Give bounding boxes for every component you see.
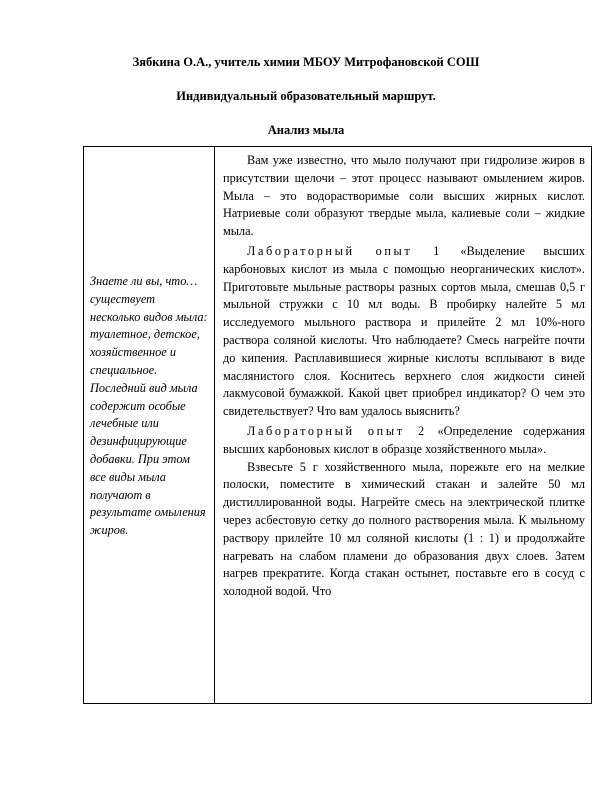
experiment-1-text: «Выделение высших карбоновых кислот из мыла с помощью неорганических кислот». Приготовьте мыльные растворы разных сортов мыла, смешав 0,5 г мыльной стружки с 10 мл воды. В пробирку налейте 5 мл исследуемого мыльного раствора и прилейте 2 мл 10%-ного раствора соляной кислоты. Что наблюдаете? Смесь нагрейте почти до кипения. Расплавившиеся жирные кислоты всплывают в виде маслянистого слоя. Коснитесь верхнего слоя жидкости синей лакмусовой бумажкой. Какой цвет приобрел индикатор? О чем это свидетельствует? Что вам удалось выяснить? [223,243,585,419]
experiment-1-label: Лабораторный опыт 1 [247,243,443,258]
experiment-2-text: «Определение содержания высших карбоновых кислот в образце хозяйственного мыла». [223,423,585,456]
experiment-2-body: Взвесьте 5 г хозяйственного мыла, порежьте его на мелкие полоски, поместите в химический стакан и залейте 50 мл дистиллированной воды. Нагрейте смесь на электрической плитке через асбестовую сетку до полного растворения мыла. К мыльному раствору прилейте 10 мл соляной кислоты (1 : 1) и продолжайте нагревать на слабом пламени до образования двух слоев. Затем нагрев прекратите. Когда стакан остынет, поставьте его в сосуд с холодной водой. Что [223,459,585,599]
content-row [84,147,592,704]
sidebar-cell [84,147,215,704]
experiment-2-body-wrapper [223,459,585,697]
intro-paragraph: Вам уже известно, что мыло получают при гидролизе жиров в присутствии щелочи – этот процесс называют омылением жиров. Мыла – это водорастворимые соли высших жирных кислот. Натриевые соли образуют твердые мыла, калиевые соли – жидкие мыла. [223,153,585,239]
experiment-1-paragraph [223,243,585,421]
main-text [215,147,591,703]
author-line: Зябкина О.А., учитель химии МБОУ Митрофановской СОШ [132,55,480,69]
experiment-2-label: Лабораторный опыт 2 [247,423,427,438]
main-cell [215,147,592,704]
did-you-know-note: Знаете ли вы, что… существует несколько видов мыла: туалетное, детское, хозяйственное и специальное. Последний вид мыла содержит особые лечебные или дезинфицирующие добавки. При этом все виды мыла получают в результате омыления жиров. [90,274,208,538]
route-title: Индивидуальный образовательный маршрут. [176,89,436,103]
content-table [83,146,592,704]
topic-title: Анализ мыла [267,123,345,137]
experiment-2-paragraph [223,423,585,459]
